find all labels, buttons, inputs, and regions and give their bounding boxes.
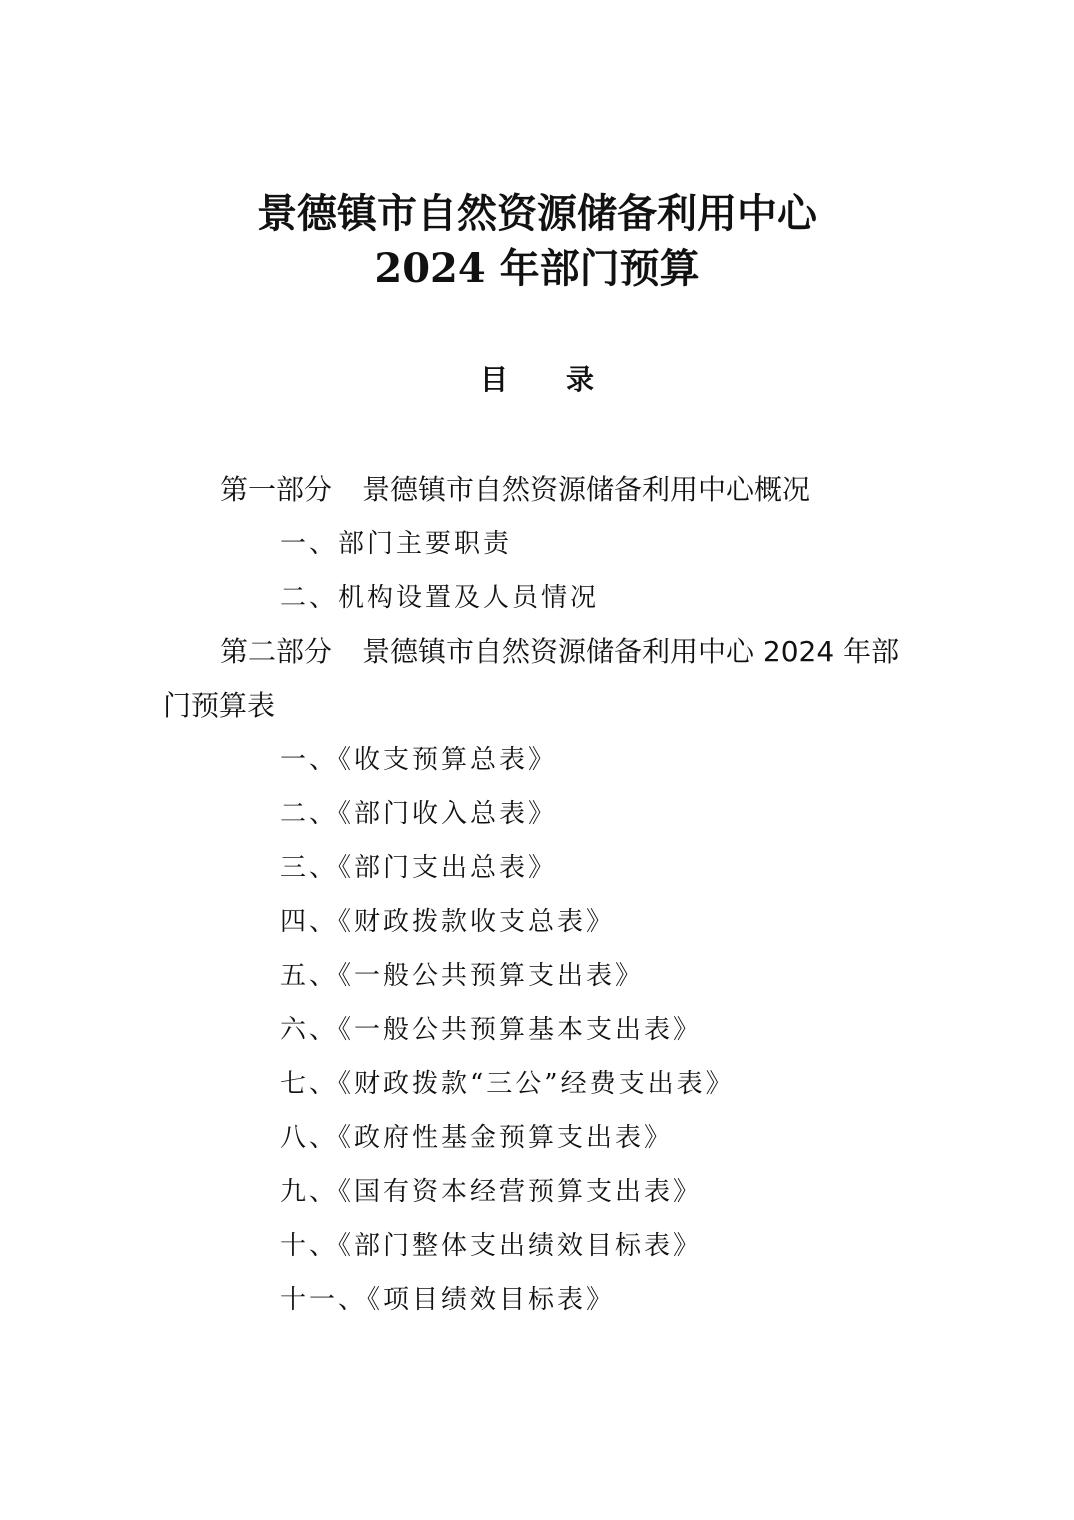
toc-item: 一、《收支预算总表》 [280, 745, 558, 775]
toc-item: 十、《部门整体支出绩效目标表》 [280, 1231, 703, 1261]
toc-part-2-title: 景德镇市自然资源储备利用中心 2024 年部 [362, 635, 900, 668]
toc-item: 五、《一般公共预算支出表》 [280, 961, 645, 991]
toc-heading: 目录 [479, 363, 652, 396]
toc-item: 一、部门主要职责 [280, 529, 513, 559]
toc-item: 七、《财政拨款“三公”经费支出表》 [280, 1069, 735, 1099]
toc-part-2-label: 第二部分 [220, 635, 333, 668]
toc-item: 六、《一般公共预算基本支出表》 [280, 1015, 703, 1045]
toc-part-1-label: 第一部分 [220, 473, 333, 506]
toc-item: 九、《国有资本经营预算支出表》 [280, 1177, 703, 1207]
toc-item: 二、机构设置及人员情况 [280, 583, 600, 613]
toc-item: 二、《部门收入总表》 [280, 799, 558, 829]
toc-part-1-title: 景德镇市自然资源储备利用中心概况 [362, 473, 811, 506]
document-title-line-1: 景德镇市自然资源储备利用中心 [257, 190, 817, 237]
toc-item: 四、《财政拨款收支总表》 [280, 907, 616, 937]
document-title-line-2: 2024 年部门预算 [374, 245, 700, 292]
toc-part-1 [220, 470, 810, 510]
toc-part-2-title-continued: 门预算表 [163, 689, 276, 722]
toc-item: 三、《部门支出总表》 [280, 853, 558, 883]
toc-part-2 [220, 632, 899, 672]
toc-item: 十一、《项目绩效目标表》 [280, 1285, 616, 1315]
toc-item: 八、《政府性基金预算支出表》 [280, 1123, 674, 1153]
